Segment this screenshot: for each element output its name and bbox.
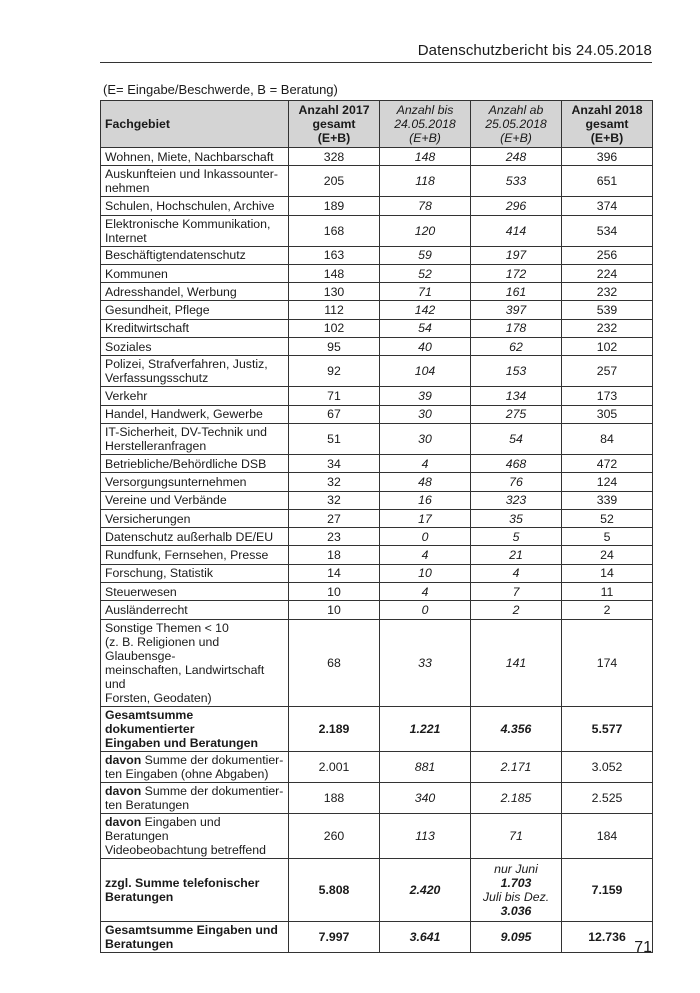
cell-2018: 3.052: [562, 751, 653, 782]
header-line: Anzahl ab: [488, 103, 544, 117]
cell-2017: 51: [289, 423, 380, 454]
cell-until: 40: [380, 338, 471, 356]
cell-2017: 18: [289, 546, 380, 564]
davon-prefix: davon: [105, 752, 142, 767]
row-label-line: Gesundheit, Pflege: [105, 303, 210, 318]
row-label-line: zzgl. Summe telefonischer: [105, 875, 260, 890]
table-row: [101, 601, 653, 619]
cell-2018: 256: [562, 246, 653, 264]
cell-2018: 5: [562, 528, 653, 546]
cell-until: 4: [380, 454, 471, 472]
legend-note: (E= Eingabe/Beschwerde, B = Beratung): [103, 82, 338, 97]
row-label-line: Schulen, Hochschulen, Archive: [105, 198, 275, 213]
table-row: [101, 473, 653, 491]
davon-prefix: davon: [105, 814, 142, 829]
cell-until: 340: [380, 782, 471, 813]
row-label-line: Datenschutz außerhalb DE/EU: [105, 529, 274, 544]
cell-until: 30: [380, 405, 471, 423]
row-label-line: Eingaben und Beratungen: [105, 735, 259, 750]
cell-2017: 27: [289, 509, 380, 527]
row-label-line: Ausländerrecht: [105, 602, 188, 617]
grand-total-row: [101, 921, 653, 952]
header-line: Anzahl 2017: [298, 103, 370, 117]
row-label-line: Beschäftigtendatenschutz: [105, 248, 246, 263]
cell-from: 71: [471, 813, 562, 858]
row-label: [101, 148, 289, 166]
table-row: [101, 564, 653, 582]
cell-2018: 14: [562, 564, 653, 582]
row-label-line: Adresshandel, Werbung: [105, 284, 237, 299]
cell-from: 54: [471, 423, 562, 454]
row-label-line: Gesamtsumme Eingaben und: [105, 922, 278, 937]
row-label-line: Steuerwesen: [105, 584, 177, 599]
row-label-line: Betriebliche/Behördliche DSB: [105, 456, 267, 471]
row-label: [101, 338, 289, 356]
table-row: [101, 387, 653, 405]
cell-2017: 5.808: [289, 858, 380, 921]
row-label-line: Verkehr: [105, 389, 148, 404]
cell-2018: 374: [562, 197, 653, 215]
row-label: [101, 528, 289, 546]
row-label: [101, 751, 289, 782]
phone-from-note: Juli bis Dez.: [482, 889, 550, 904]
cell-2017: 2.189: [289, 706, 380, 751]
table-row: [101, 319, 653, 337]
phone-from-note: nur Juni: [494, 861, 538, 876]
header-anzahl-2017: [289, 101, 380, 148]
row-label-line: Summe der dokumentier-: [141, 783, 284, 798]
cell-from: 178: [471, 319, 562, 337]
row-label: [101, 405, 289, 423]
cell-2018: 257: [562, 356, 653, 387]
cell-from: [471, 858, 562, 921]
header-line: gesamt: [585, 117, 629, 131]
cell-until: 52: [380, 264, 471, 282]
header-line: (E+B): [409, 131, 441, 145]
row-label-line: Summe der dokumentier-: [141, 752, 284, 767]
cell-from: 197: [471, 246, 562, 264]
row-label: [101, 782, 289, 813]
cell-2018: 174: [562, 619, 653, 706]
header-line: Anzahl bis: [396, 103, 454, 117]
cell-2017: 168: [289, 215, 380, 246]
davon-row: [101, 782, 653, 813]
report-title: Datenschutzbericht bis 24.05.2018: [417, 42, 652, 59]
cell-2017: 68: [289, 619, 380, 706]
row-label-line: Sonstige Themen < 10: [105, 620, 229, 635]
table-row: [101, 619, 653, 706]
row-label: [101, 356, 289, 387]
cell-until: 59: [380, 246, 471, 264]
cell-until: 71: [380, 283, 471, 301]
cell-from: 296: [471, 197, 562, 215]
cell-from: 21: [471, 546, 562, 564]
header-line: 25.05.2018: [485, 117, 547, 131]
cell-2017: 23: [289, 528, 380, 546]
cell-from: 4.356: [471, 706, 562, 751]
row-label-line: Polizei, Strafverfahren, Justiz,: [105, 357, 268, 372]
cell-from: 172: [471, 264, 562, 282]
phone-from-value: 3.036: [500, 903, 532, 918]
cell-until: 30: [380, 423, 471, 454]
cell-2018: 396: [562, 148, 653, 166]
table-row: [101, 215, 653, 246]
cell-until: 142: [380, 301, 471, 319]
cell-from: 2.171: [471, 751, 562, 782]
cell-from: 153: [471, 356, 562, 387]
cell-2018: 184: [562, 813, 653, 858]
cell-until: 0: [380, 528, 471, 546]
cell-2017: 7.997: [289, 921, 380, 952]
cell-from: 7: [471, 583, 562, 601]
table-row: [101, 528, 653, 546]
phone-row: [101, 858, 653, 921]
cell-2017: 34: [289, 454, 380, 472]
row-label-line: Elektronische Kommunikation,: [105, 216, 271, 231]
cell-from: 35: [471, 509, 562, 527]
row-label-line: Handel, Handwerk, Gewerbe: [105, 407, 263, 422]
row-label-line: Forsten, Geodaten): [105, 690, 212, 705]
table-row: [101, 166, 653, 197]
row-label-line: meinschaften, Landwirtschaft und: [105, 662, 265, 691]
cell-from: 161: [471, 283, 562, 301]
cell-2017: 14: [289, 564, 380, 582]
row-label: [101, 215, 289, 246]
row-label-line: Vereine und Verbände: [105, 493, 227, 508]
davon-prefix: davon: [105, 783, 142, 798]
row-label: [101, 858, 289, 921]
phone-from-value: 1.703: [500, 875, 532, 890]
cell-until: 4: [380, 583, 471, 601]
row-label-line: Forschung, Statistik: [105, 566, 213, 581]
cell-2017: 102: [289, 319, 380, 337]
row-label-line: ten Eingaben (ohne Abgaben): [105, 766, 269, 781]
page-number: 71: [634, 939, 652, 956]
cell-from: 323: [471, 491, 562, 509]
cell-2017: 148: [289, 264, 380, 282]
table-row: [101, 148, 653, 166]
table-row: [101, 264, 653, 282]
row-label: [101, 301, 289, 319]
cell-2017: 328: [289, 148, 380, 166]
cell-2017: 163: [289, 246, 380, 264]
table-body: [101, 148, 653, 953]
table-row: [101, 405, 653, 423]
row-label: [101, 197, 289, 215]
cell-until: 16: [380, 491, 471, 509]
cell-2018: 7.159: [562, 858, 653, 921]
table-row: [101, 283, 653, 301]
cell-2018: 539: [562, 301, 653, 319]
header-line: (E+B): [317, 131, 351, 145]
row-label-line: nehmen: [105, 181, 150, 196]
row-label-line: Videobeobachtung betreffend: [105, 842, 266, 857]
row-label: [101, 319, 289, 337]
cell-2017: 10: [289, 601, 380, 619]
row-label: [101, 619, 289, 706]
row-label: [101, 166, 289, 197]
davon-row: [101, 813, 653, 858]
table-row: [101, 583, 653, 601]
header-anzahl-ab: [471, 101, 562, 148]
table-row: [101, 301, 653, 319]
row-label-line: Auskunfteien und Inkassounter-: [105, 167, 278, 182]
row-label: [101, 246, 289, 264]
cell-2018: 52: [562, 509, 653, 527]
cell-2018: 5.577: [562, 706, 653, 751]
cell-2018: 2: [562, 601, 653, 619]
cell-2018: 124: [562, 473, 653, 491]
table-row: [101, 356, 653, 387]
cell-until: 39: [380, 387, 471, 405]
row-label: [101, 813, 289, 858]
row-label: [101, 283, 289, 301]
row-label-line: Eingaben und Beratungen: [105, 814, 221, 843]
cell-from: 468: [471, 454, 562, 472]
row-label-line: Verfassungsschutz: [105, 371, 209, 386]
cell-2018: 24: [562, 546, 653, 564]
row-label-line: Internet: [105, 230, 147, 245]
cell-until: 0: [380, 601, 471, 619]
cell-2018: 305: [562, 405, 653, 423]
cell-until: 78: [380, 197, 471, 215]
cell-from: 9.095: [471, 921, 562, 952]
header-line: Anzahl 2018: [571, 103, 643, 117]
row-label: [101, 473, 289, 491]
row-label: [101, 454, 289, 472]
row-label-line: Versorgungsunternehmen: [105, 474, 247, 489]
header-line: (E+B): [590, 131, 624, 145]
cell-from: 397: [471, 301, 562, 319]
cell-from: 414: [471, 215, 562, 246]
row-label: [101, 583, 289, 601]
table-header-row: [101, 101, 653, 148]
row-label-line: IT-Sicherheit, DV-Technik und: [105, 424, 267, 439]
cell-2017: 130: [289, 283, 380, 301]
cell-until: 3.641: [380, 921, 471, 952]
cell-2017: 188: [289, 782, 380, 813]
cell-2018: 534: [562, 215, 653, 246]
cell-2017: 205: [289, 166, 380, 197]
header-line: gesamt: [312, 117, 356, 131]
table-row: [101, 246, 653, 264]
row-label-line: Soziales: [105, 339, 152, 354]
cell-until: 881: [380, 751, 471, 782]
cell-2017: 71: [289, 387, 380, 405]
row-label-line: Herstelleranfragen: [105, 438, 207, 453]
cell-until: 2.420: [380, 858, 471, 921]
cell-2017: 112: [289, 301, 380, 319]
row-label-line: ten Beratungen: [105, 797, 190, 812]
cell-from: 533: [471, 166, 562, 197]
cell-from: 141: [471, 619, 562, 706]
row-label: [101, 423, 289, 454]
cell-until: 148: [380, 148, 471, 166]
cell-2017: 2.001: [289, 751, 380, 782]
header-fachgebiet: Fachgebiet: [101, 101, 289, 148]
cell-from: 248: [471, 148, 562, 166]
header-anzahl-2018: [562, 101, 653, 148]
row-label: [101, 387, 289, 405]
header-anzahl-bis: [380, 101, 471, 148]
cell-from: 5: [471, 528, 562, 546]
row-label: [101, 601, 289, 619]
cell-until: 33: [380, 619, 471, 706]
davon-row: [101, 751, 653, 782]
table-row: [101, 197, 653, 215]
header-line: (E+B): [500, 131, 532, 145]
cell-until: 118: [380, 166, 471, 197]
row-label: [101, 546, 289, 564]
cell-until: 17: [380, 509, 471, 527]
cell-from: 62: [471, 338, 562, 356]
cell-until: 120: [380, 215, 471, 246]
cell-2017: 67: [289, 405, 380, 423]
cell-from: 134: [471, 387, 562, 405]
cell-from: 2: [471, 601, 562, 619]
cell-until: 10: [380, 564, 471, 582]
cell-from: 2.185: [471, 782, 562, 813]
table-row: [101, 338, 653, 356]
cell-2017: 95: [289, 338, 380, 356]
row-label: [101, 509, 289, 527]
row-label-line: Beratungen: [105, 889, 174, 904]
cell-2018: 232: [562, 283, 653, 301]
table-row: [101, 454, 653, 472]
cell-2018: 12.736: [562, 921, 653, 952]
cell-2018: 11: [562, 583, 653, 601]
cell-2018: 472: [562, 454, 653, 472]
cell-2018: 102: [562, 338, 653, 356]
row-label-line: Kommunen: [105, 266, 168, 281]
cell-2017: 32: [289, 473, 380, 491]
cell-2017: 92: [289, 356, 380, 387]
cell-2017: 189: [289, 197, 380, 215]
table-row: [101, 491, 653, 509]
cell-2018: 2.525: [562, 782, 653, 813]
cell-until: 104: [380, 356, 471, 387]
cell-2018: 651: [562, 166, 653, 197]
cell-2018: 224: [562, 264, 653, 282]
row-label-line: Rundfunk, Fernsehen, Presse: [105, 548, 269, 563]
cell-until: 54: [380, 319, 471, 337]
cell-2018: 84: [562, 423, 653, 454]
header-divider: [100, 62, 652, 63]
row-label-line: Kreditwirtschaft: [105, 321, 190, 336]
row-label-line: Gesamtsumme dokumentierter: [105, 707, 195, 736]
sum-documented-row: [101, 706, 653, 751]
row-label-line: Wohnen, Miete, Nachbarschaft: [105, 149, 274, 164]
cell-until: 48: [380, 473, 471, 491]
cell-from: 76: [471, 473, 562, 491]
row-label: [101, 491, 289, 509]
cell-until: 113: [380, 813, 471, 858]
cell-2018: 232: [562, 319, 653, 337]
cell-2017: 10: [289, 583, 380, 601]
cell-2017: 32: [289, 491, 380, 509]
cell-2018: 339: [562, 491, 653, 509]
table-row: [101, 546, 653, 564]
row-label-line: Versicherungen: [105, 511, 191, 526]
cell-2017: 260: [289, 813, 380, 858]
row-label-line: (z. B. Religionen und Glaubensge-: [105, 634, 220, 663]
cell-until: 1.221: [380, 706, 471, 751]
cell-from: 4: [471, 564, 562, 582]
row-label: [101, 264, 289, 282]
statistics-table: [100, 100, 653, 953]
cell-until: 4: [380, 546, 471, 564]
cell-from: 275: [471, 405, 562, 423]
table-row: [101, 509, 653, 527]
row-label-line: Beratungen: [105, 936, 174, 951]
table-row: [101, 423, 653, 454]
row-label: [101, 564, 289, 582]
cell-2018: 173: [562, 387, 653, 405]
row-label: [101, 706, 289, 751]
row-label: [101, 921, 289, 952]
header-line: 24.05.2018: [394, 117, 456, 131]
